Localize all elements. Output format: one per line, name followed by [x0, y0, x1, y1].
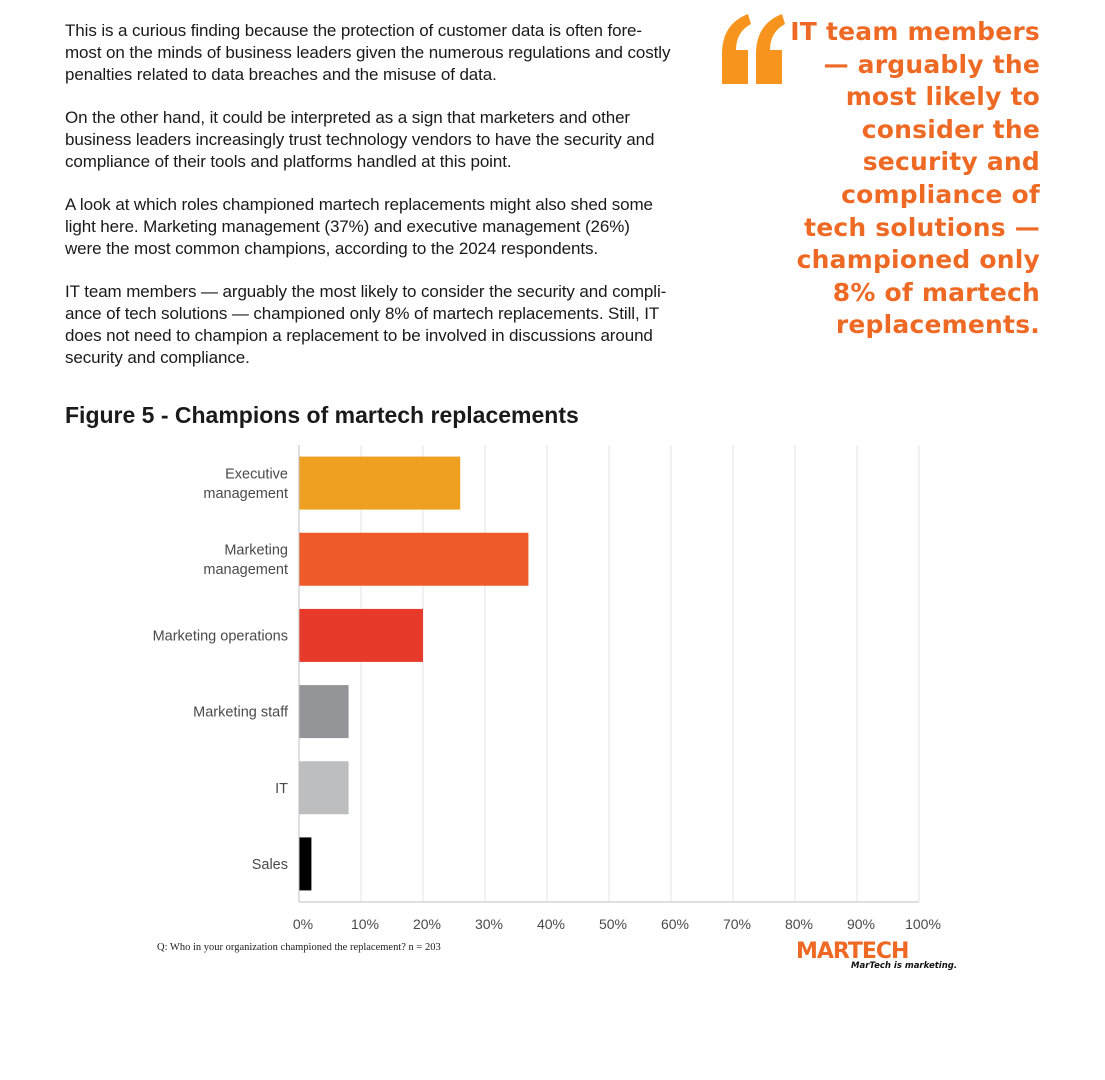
x-tick-label: 40% — [536, 916, 566, 932]
category-label: management — [203, 562, 288, 578]
category-label: Sales — [251, 856, 288, 873]
figure-footnote: Q: Who in your organization championed the replacement? n = 203 — [157, 942, 441, 953]
bar — [299, 837, 311, 890]
paragraph-2: On the other hand, it could be interpreted as a sign that marketers and other business leaders increasingly trust technology vendors to have the security and compliance of their tools and platforms handled at this point. — [65, 108, 655, 171]
x-tick-label: 10% — [350, 916, 380, 932]
bar — [299, 533, 528, 586]
category-label: Marketing operations — [152, 628, 288, 645]
x-tick-label: 80% — [784, 916, 814, 932]
logo-tagline: MarTech is marketing. — [851, 961, 958, 971]
category-label: Executive — [225, 466, 288, 483]
bar — [299, 685, 349, 738]
martech-logo — [796, 939, 958, 976]
x-tick-label: 30% — [474, 916, 504, 932]
bar-chart — [0, 440, 1105, 940]
category-label: Marketing — [224, 542, 288, 559]
category-label: IT — [275, 780, 288, 797]
logo-wordmark: MARTECH — [796, 939, 909, 964]
paragraph-3: A look at which roles championed martech replacements might also shed some light here. Marketing management (37%) and executive management (26%) were the most common champions, according to the 2024 respondents. — [65, 195, 653, 258]
category-label: management — [203, 485, 288, 502]
x-tick-label: 90% — [846, 916, 876, 932]
x-tick-label: 70% — [722, 916, 752, 932]
body-text — [65, 20, 705, 390]
bar — [299, 457, 460, 510]
paragraph-4: IT team members — arguably the most likely to consider the security and compli- ance of tech solutions — championed only 8% of martech replacements. Still, IT does not need to champion a replacement to be involved in discussions around security and compliance. — [65, 282, 667, 367]
x-tick-label: 0% — [292, 916, 314, 932]
paragraph-1: This is a curious finding because the protection of customer data is often fore- most on the minds of business leaders given the numerous regulations and costly penalties related to data breaches and the misuse of data. — [65, 21, 671, 84]
figure-title: Figure 5 - Champions of martech replacements — [65, 402, 579, 428]
quote-mark-icon — [718, 10, 788, 90]
pull-quote: IT team members — arguably the most likely to consider the security and compliance of tech solutions — championed only 8% of martech replacements. — [790, 17, 1040, 340]
bar — [299, 761, 349, 814]
x-tick-label: 100% — [905, 916, 941, 932]
x-tick-label: 50% — [598, 916, 628, 932]
bar — [299, 609, 423, 662]
x-tick-label: 20% — [412, 916, 442, 932]
x-tick-label: 60% — [660, 916, 690, 932]
category-label: Marketing staff — [193, 704, 288, 721]
